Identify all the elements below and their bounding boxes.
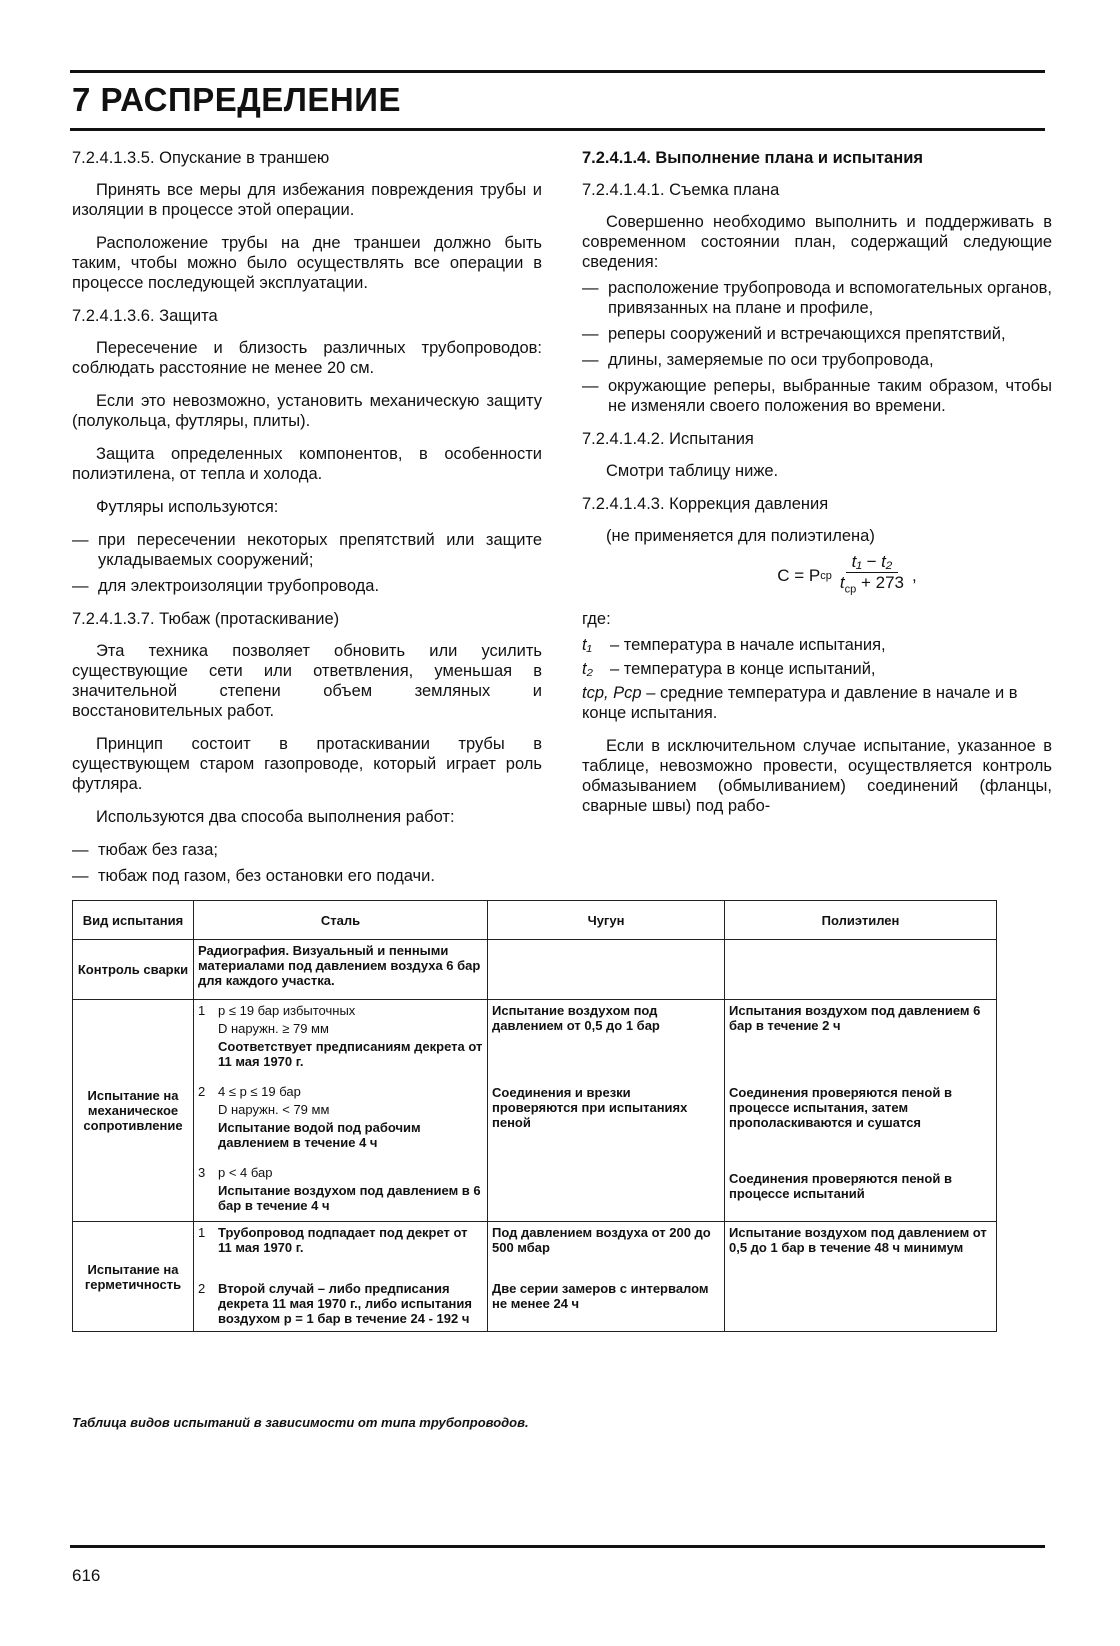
top-rule — [70, 70, 1045, 73]
section-heading: 7.2.4.1.4.2. Испытания — [582, 430, 754, 448]
cell-text: Испытания воздухом под давлением 6 бар в течение 2 ч — [729, 1003, 981, 1033]
section-heading: 7.2.4.1.4. Выполнение плана и испытания — [582, 149, 923, 167]
test-type-cell: Испытание на механическое сопротивление — [73, 1000, 194, 1222]
formula-denominator — [834, 573, 910, 599]
definition-symbol: t₁ — [582, 636, 592, 655]
sub-item-number: 2 — [198, 1281, 206, 1296]
test-type-cell: Испытание на герметичность — [73, 1222, 194, 1332]
sub-item-text: p < 4 бар — [218, 1165, 273, 1180]
list-item: — длины, замеряемые по оси трубопровода, — [582, 350, 1052, 370]
sub-item-text: Испытание водой под рабочим давлением в течение 4 ч — [218, 1120, 421, 1150]
paragraph: где: — [582, 610, 611, 629]
cell-text: Соединения и врезки проверяются при испытаниях пеной — [492, 1085, 688, 1130]
sub-item-text: 4 ≤ p ≤ 19 бар — [218, 1084, 301, 1099]
definition-text: – температура в начале испытания, — [610, 636, 886, 655]
formula-lhs: C = P — [777, 565, 821, 585]
formula-den-subscript: ср — [844, 583, 857, 596]
list-item: — расположение трубопровода и вспомогательных органов, привязанных на плане и профиле, — [582, 279, 1052, 317]
table-header-cell: Сталь — [194, 901, 488, 940]
list-item-text: длины, замеряемые по оси трубопровода, — [608, 351, 934, 369]
list-item: — окружающие реперы, выбранные таким образом, чтобы не изменяли своего положения во времени. — [582, 377, 1052, 415]
paragraph: Эта техника позволяет обновить или усилить существующие сети или ответвления, уменьшая в значительной степени объем земляных и восстановительных работ. — [72, 642, 542, 720]
cell-text: Две серии замеров с интервалом не менее 24 ч — [492, 1281, 709, 1311]
definition-symbol: tср, Pср — [582, 684, 642, 703]
polyethylene-cell — [725, 940, 997, 1000]
sub-item-text: Соответствует предписаниям декрета от 11 мая 1970 г. — [218, 1039, 483, 1069]
sub-item-text: p ≤ 19 бар избыточных — [218, 1003, 356, 1018]
sub-item-text: D наружн. ≥ 79 мм — [218, 1021, 329, 1036]
definition-symbol: t₂ — [582, 660, 593, 679]
polyethylene-cell — [725, 1000, 997, 1222]
chapter-title: 7 РАСПРЕДЕЛЕНИЕ — [72, 81, 401, 118]
definition-text: – температура в конце испытаний, — [610, 660, 876, 679]
list-item: — реперы сооружений и встречающихся препятствий, — [582, 324, 1052, 344]
cast-iron-cell — [488, 1000, 725, 1222]
paragraph: Если в исключительном случае испытание, указанное в таблице, невозможно провести, осуществляется контроль обмазыванием (обмыливанием) соединений (фланцы, сварные швы) под рабо- — [582, 737, 1052, 816]
formula-subscript: ср — [820, 569, 832, 582]
paragraph: Совершенно необходимо выполнить и поддерживать в современном состоянии план, содержащий следующие сведения: — [582, 213, 1052, 271]
sub-item-text: D наружн. < 79 мм — [218, 1102, 330, 1117]
cell-text: Испытание воздухом под давлением от 0,5 до 1 бар — [492, 1003, 660, 1033]
steel-cell — [194, 1222, 488, 1332]
list-item-text: при пересечении некоторых препятствий или защите укладываемых сооружений; — [98, 531, 542, 569]
list-item-text: тюбаж под газом, без остановки его подачи. — [98, 867, 435, 885]
test-types-table — [72, 900, 997, 1332]
list-item: — при пересечении некоторых препятствий или защите укладываемых сооружений; — [72, 531, 542, 569]
formula-fraction — [834, 552, 910, 599]
list-item: — тюбаж под газом, без остановки его подачи. — [72, 866, 542, 886]
paragraph: Футляры используются: — [96, 498, 279, 516]
sub-item-number: 2 — [198, 1084, 206, 1099]
formula-den-var: t — [839, 573, 845, 592]
right-column — [582, 148, 1052, 829]
paragraph: Принцип состоит в протаскивании трубы в существующем старом газопроводе, который играет роль футляра. — [72, 735, 542, 793]
polyethylene-cell: Испытание воздухом под давлением от 0,5 до 1 бар в течение 48 ч минимум — [725, 1222, 997, 1332]
paragraph: Защита определенных компонентов, в особенности полиэтилена, от тепла и холода. — [72, 445, 542, 483]
paragraph: Если это невозможно, установить механическую защиту (полукольца, футляры, плиты). — [72, 392, 542, 430]
list-item-text: реперы сооружений и встречающихся препятствий, — [608, 325, 1006, 343]
sub-item-text: Второй случай – либо предписания декрета 11 мая 1970 г., либо испытания воздухом p = 1 бар в течение 24 - 192 ч — [218, 1281, 472, 1326]
section-heading: 7.2.4.1.4.3. Коррекция давления — [582, 495, 829, 513]
steel-cell: Радиография. Визуальный и пенными материалами под давлением воздуха 6 бар для каждого участка. — [194, 940, 488, 1000]
list-item-text: для электроизоляции трубопровода. — [98, 577, 380, 595]
section-heading: 7.2.4.1.4.1. Съемка плана — [582, 181, 780, 199]
formula-numerator: t₁ − t₂ — [846, 552, 899, 573]
cell-text: Под давлением воздуха от 200 до 500 мбар — [492, 1225, 711, 1255]
sub-item-number: 1 — [198, 1003, 206, 1018]
cast-iron-cell — [488, 1222, 725, 1332]
footer-rule — [70, 1545, 1045, 1548]
list-item: — тюбаж без газа; — [72, 840, 542, 860]
definition-row — [582, 659, 1052, 679]
formula-den-tail: + 273 — [856, 573, 904, 592]
definition-row — [582, 635, 1052, 655]
section-heading: 7.2.4.1.3.6. Защита — [72, 307, 218, 325]
table-row — [73, 1000, 997, 1222]
sub-item-number: 3 — [198, 1165, 206, 1180]
steel-cell — [194, 1000, 488, 1222]
paragraph: Используются два способа выполнения работ: — [96, 808, 455, 826]
cell-text: Соединения проверяются пеной в процессе испытаний — [729, 1171, 952, 1201]
definition-text: – средние температура и давление в начале и в конце испытания. — [582, 684, 1018, 723]
paragraph: Принять все меры для избежания повреждения трубы и изоляции в процессе этой операции. — [72, 181, 542, 219]
test-type-cell: Контроль сварки — [73, 940, 194, 1000]
sub-item-text: Испытание воздухом под давлением в 6 бар в течение 4 ч — [218, 1183, 481, 1213]
definition-row — [582, 683, 1052, 723]
paragraph: Расположение трубы на дне траншеи должно быть таким, чтобы можно было осуществлять все операции в процессе последующей эксплуатации. — [72, 234, 542, 292]
paragraph: Смотри таблицу ниже. — [606, 462, 779, 480]
section-heading: 7.2.4.1.3.7. Тюбаж (протаскивание) — [72, 610, 340, 628]
paragraph: Пересечение и близость различных трубопроводов: соблюдать расстояние не менее 20 см. — [72, 339, 542, 377]
table-header-cell: Вид испытания — [73, 901, 194, 940]
sub-item-number: 1 — [198, 1225, 206, 1240]
list-item-text: окружающие реперы, выбранные таким образом, чтобы не изменяли своего положения во времени. — [608, 377, 1052, 415]
list-item-text: тюбаж без газа; — [98, 841, 219, 859]
table-header-cell: Чугун — [488, 901, 725, 940]
table-header-row — [73, 901, 997, 940]
title-underline-rule — [70, 128, 1045, 131]
pressure-correction-formula — [642, 552, 1052, 599]
page-number: 616 — [72, 1566, 101, 1585]
cell-text: Соединения проверяются пеной в процессе испытания, затем прополаскиваются и сушатся — [729, 1085, 952, 1130]
left-column — [72, 148, 542, 892]
table-caption: Таблица видов испытаний в зависимости от типа трубопроводов. — [72, 1415, 529, 1430]
table-row — [73, 940, 997, 1000]
section-heading: 7.2.4.1.3.5. Опускание в траншею — [72, 149, 330, 167]
table-header-cell: Полиэтилен — [725, 901, 997, 940]
list-item: — для электроизоляции трубопровода. — [72, 576, 542, 596]
formula-tail: , — [912, 565, 917, 585]
cast-iron-cell — [488, 940, 725, 1000]
list-item-text: расположение трубопровода и вспомогательных органов, привязанных на плане и профиле, — [608, 279, 1052, 317]
paragraph: (не применяется для полиэтилена) — [606, 527, 875, 545]
sub-item-text: Трубопровод подпадает под декрет от 11 мая 1970 г. — [218, 1225, 468, 1255]
table-row — [73, 1222, 997, 1332]
